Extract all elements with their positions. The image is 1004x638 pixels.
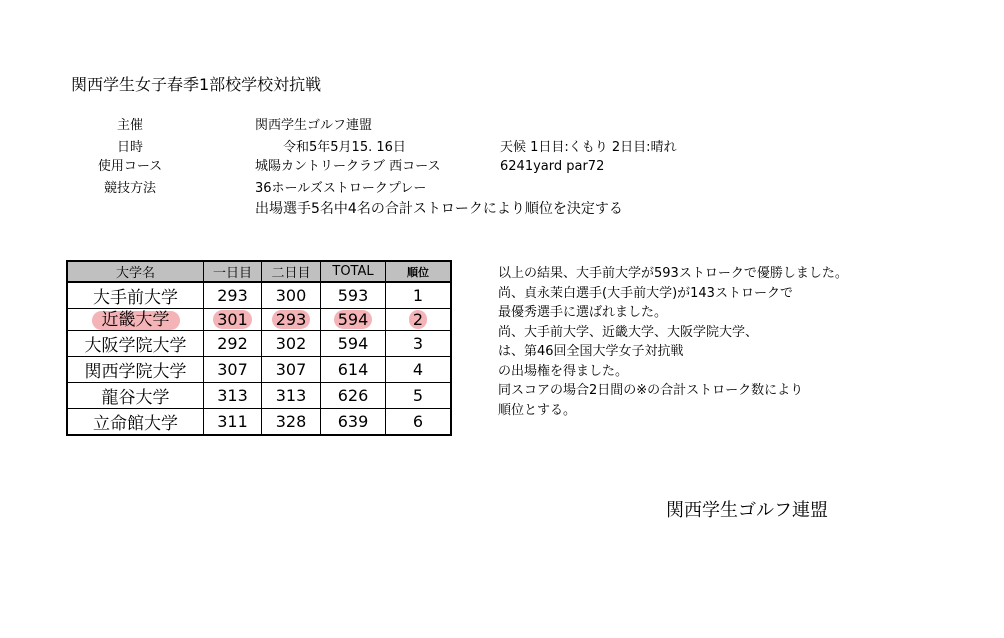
cell-day1 [204,309,262,331]
table-row-highlighted [67,309,451,331]
course-label: 使用コース [97,159,163,174]
results-summary [498,264,848,420]
organizer-value: 関西学生ゴルフ連盟 [255,118,373,133]
cell-day1: 292 [204,331,262,357]
format-label: 競技方法 [103,181,156,196]
summary-line: の出場権を得ました。 [498,363,629,379]
organizer-label: 主催 [116,118,143,133]
cell-university: 龍谷大学 [67,383,204,409]
date-value: 令和5年5月15. 16日 [283,140,406,155]
cell-rank: 5 [386,383,452,409]
cell-day2: 313 [262,383,321,409]
header-day2: 二日目 [262,261,321,282]
page-title: 関西学生女子春季1部校学校対抗戦 [71,75,322,94]
highlight-marker: 2 [409,310,427,329]
highlight-marker: 594 [334,310,373,329]
summary-line: 同スコアの場合2日間の※の合計ストローク数により [498,383,804,398]
cell-day2 [262,309,321,331]
results-table [66,260,452,436]
cell-day2: 307 [262,357,321,383]
course-value: 城陽カントリークラブ 西コース [255,159,441,174]
summary-line: 尚、大手前大学、近畿大学、大阪学院大学、 [498,324,759,340]
format-note: 出場選手5名中4名の合計ストロークにより順位を決定する [255,201,623,217]
cell-university: 大阪学院大学 [67,331,204,357]
cell-day1: 293 [204,282,262,309]
table-header-row [67,261,451,282]
header-university: 大学名 [67,261,204,282]
course-yardage: 6241yard par72 [500,159,605,174]
table-row [67,282,451,309]
cell-total [321,309,386,331]
cell-university: 関西学院大学 [67,357,204,383]
header-rank: 順位 [386,261,452,282]
format-value: 36ホールズストロークプレー [255,181,427,196]
cell-rank: 3 [386,331,452,357]
table-row [67,331,451,357]
highlight-marker: 近畿大学 [92,311,180,330]
weather-text: 天候 1日目:くもり 2日目:晴れ [500,140,677,155]
cell-rank: 1 [386,282,452,309]
cell-rank: 6 [386,409,452,436]
cell-total: 639 [321,409,386,436]
cell-rank [386,309,452,331]
table-row [67,357,451,383]
cell-day2: 302 [262,331,321,357]
cell-rank: 4 [386,357,452,383]
cell-university [67,309,204,331]
summary-line: 最優秀選手に選ばれました。 [498,305,668,320]
header-total: TOTAL [321,261,386,282]
header-day1: 一日目 [204,261,262,282]
table-row [67,409,451,436]
cell-total: 593 [321,282,386,309]
summary-line: は、第46回全国大学女子対抗戦 [498,344,684,359]
summary-line: 尚、貞永茉白選手(大手前大学)が143ストロークで [498,285,793,301]
cell-total: 626 [321,383,386,409]
cell-day2: 328 [262,409,321,436]
table-row [67,383,451,409]
cell-day2: 300 [262,282,321,309]
highlight-marker: 301 [213,310,252,329]
highlight-marker: 293 [272,310,311,329]
summary-line: 順位とする。 [498,402,577,418]
cell-university: 大手前大学 [67,282,204,309]
cell-total: 614 [321,357,386,383]
cell-day1: 311 [204,409,262,436]
cell-day1: 313 [204,383,262,409]
summary-line: 以上の結果、大手前大学が593ストロークで優勝しました。 [498,266,848,281]
cell-university: 立命館大学 [67,409,204,436]
cell-total: 594 [321,331,386,357]
footer-organization: 関西学生ゴルフ連盟 [666,500,828,521]
cell-day1: 307 [204,357,262,383]
date-label: 日時 [116,140,143,155]
